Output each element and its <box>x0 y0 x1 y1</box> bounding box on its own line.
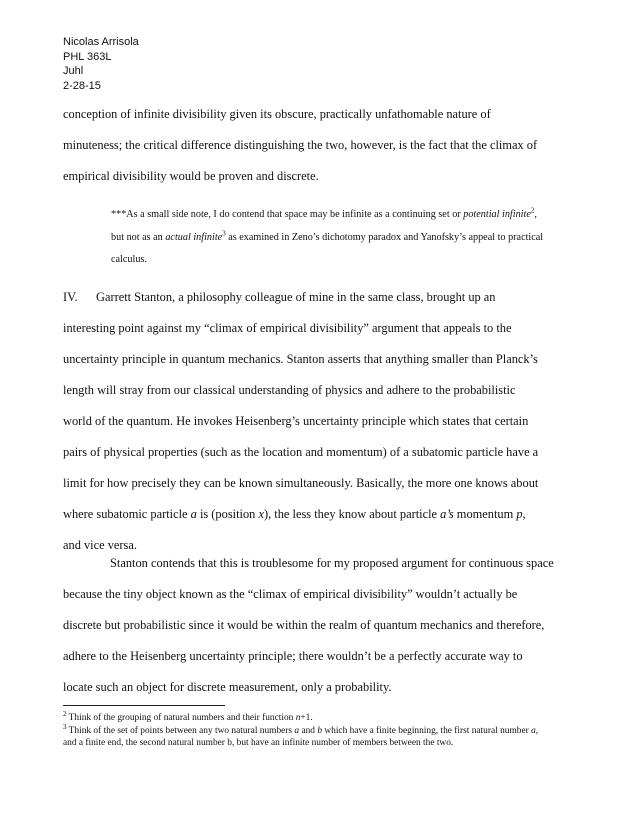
paragraph-line: limit for how precisely they can be known simultaneously. Basically, the more one knows about <box>63 476 539 490</box>
footnotes <box>63 709 565 750</box>
footnote-text: Think of the set of points between any two natural numbers <box>66 725 295 736</box>
paragraph-text: , <box>522 507 526 521</box>
paragraph-line: interesting point against my “climax of empirical divisibility” argument that appeals to the <box>63 321 512 335</box>
math-variable: n <box>295 713 301 723</box>
footnote-text: Think of the grouping of natural numbers and their function <box>66 713 296 723</box>
document-date: 2-28-15 <box>63 79 101 92</box>
footnote-text: which have a finite beginning, the first natural number <box>322 725 532 736</box>
paragraph-line: minuteness; the critical difference distinguishing the two, however, is the fact that the climax of <box>63 138 538 152</box>
side-note-line <box>111 204 561 227</box>
footnote-ref: 2 <box>530 206 535 215</box>
paragraph-text: momentum <box>453 507 517 521</box>
author-name: Nicolas Arrisola <box>63 36 139 48</box>
paragraph-line: pairs of physical properties (such as the location and momentum) of a subatomic particle have a <box>63 445 539 459</box>
course-code: PHL 363L <box>63 50 112 63</box>
section-iv-first-line <box>63 282 563 313</box>
footnote-number: 3 <box>63 722 67 731</box>
footnote-2 <box>63 709 565 725</box>
paragraph-line: conception of infinite divisibility given its obscure, practically unfathomable nature of <box>63 107 491 121</box>
footnote-ref: 3 <box>222 229 226 238</box>
footnote-text: +1. <box>300 713 313 723</box>
math-variable: a <box>294 725 300 736</box>
math-variable: x <box>258 507 264 521</box>
paragraph-line <box>63 499 563 530</box>
side-note-emphasis: potential infinite <box>463 209 531 220</box>
side-note-line <box>111 227 561 250</box>
math-variable: a <box>531 725 536 736</box>
footnote-text: and <box>299 725 318 736</box>
instructor-name: Juhl <box>63 65 84 77</box>
paragraph-text: where subatomic particle <box>63 507 191 521</box>
math-variable: b <box>317 725 323 736</box>
footnote-number: 2 <box>63 709 67 718</box>
paragraph-line: world of the quantum. He invokes Heisenberg’s uncertainty principle which states that certain <box>63 414 529 428</box>
side-note <box>111 204 561 272</box>
side-note-text: as examined in Zeno’s dichotomy paradox and Yanofsky’s appeal to practical <box>225 231 544 243</box>
paragraph-line: empirical divisibility would be proven and discrete. <box>63 169 319 183</box>
paragraph-text: is (position <box>196 507 259 521</box>
paragraph-line: adhere to the Heisenberg uncertainty principle; there wouldn’t be a perfectly accurate way to <box>63 649 523 663</box>
math-variable: a <box>190 507 197 521</box>
side-note-text: but not as an <box>111 231 166 243</box>
paragraph-stanton <box>63 548 563 703</box>
paragraph-line: Stanton contends that this is troublesome for my proposed argument for continuous space <box>110 556 554 570</box>
paragraph-line: because the tiny object known as the “climax of empirical divisibility” wouldn’t actually be <box>63 587 518 601</box>
footnote-3-continued: and a finite end, the second natural number b, but have an infinite number of members between the two. <box>63 738 454 748</box>
side-note-emphasis: actual infinite <box>165 231 223 243</box>
paragraph-line: discrete but probabilistic since it would be within the realm of quantum mechanics and therefore, <box>63 618 545 632</box>
paragraph-text: Garrett Stanton, a philosophy colleague of mine in the same class, brought up an <box>96 290 496 304</box>
side-note-text: ***As a small side note, I do contend that space may be infinite as a continuing set or <box>111 209 464 220</box>
math-variable: p <box>516 507 523 521</box>
paragraph-line: locate such an object for discrete measurement, only a probability. <box>63 680 392 694</box>
document-header <box>63 35 139 93</box>
paragraph-line: length will stray from our classical understanding of physics and adhere to the probabilistic <box>63 383 516 397</box>
paragraph-line: uncertainty principle in quantum mechanics. Stanton asserts that anything smaller than Planck’s <box>63 352 538 366</box>
paragraph-text: ), the less they know about particle <box>263 507 441 521</box>
side-note-line: calculus. <box>111 254 147 265</box>
footnote-3 <box>63 722 565 738</box>
section-numeral: IV. <box>63 290 78 304</box>
footnote-divider <box>63 705 225 706</box>
paragraph-line: and vice versa. <box>63 538 137 552</box>
side-note-text: , <box>534 209 537 220</box>
paragraph-top <box>63 99 563 192</box>
math-variable: a’s <box>440 507 454 521</box>
section-iv <box>63 282 563 561</box>
footnote-text: , <box>535 725 539 736</box>
